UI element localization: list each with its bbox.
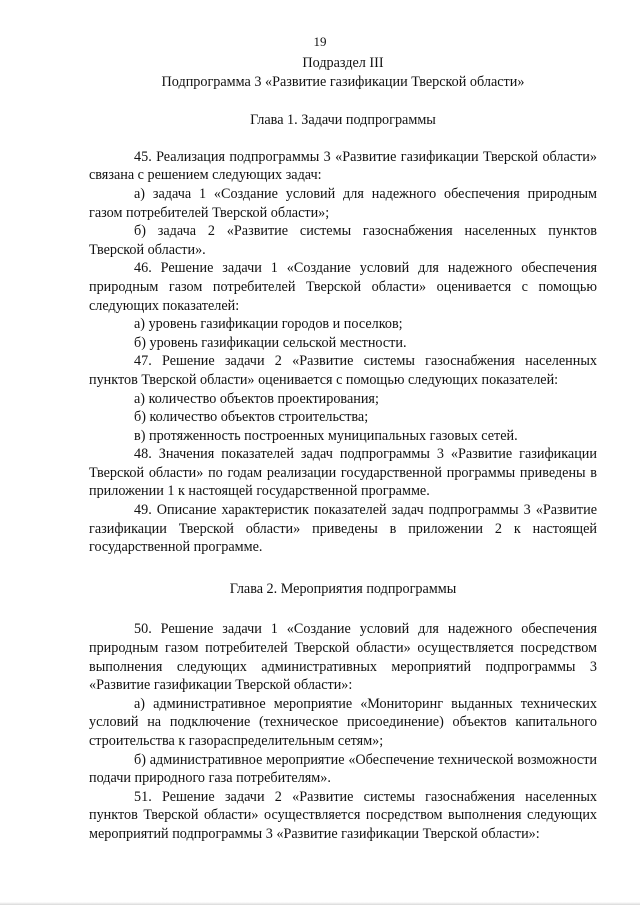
page-number: 19 xyxy=(313,34,327,49)
paragraph-51: 51. Решение задачи 2 «Развитие системы газоснабжения населенных пунктов Тверской области» осуществляется посредством выполнения следующих мероприятий подпрограммы 3 «Развитие газификации Тверской области»: xyxy=(89,788,597,842)
item-design-objects: а) количество объектов проектирования; xyxy=(134,390,379,407)
paragraph-49: 49. Описание характеристик показателей задач подпрограммы 3 «Развитие газификации Тверской области» приведены в приложении 2 к настоящей государственной программе. xyxy=(89,502,597,556)
item-monitoring-measure: а) административное мероприятие «Мониторинг выданных технических условий на подключение (техническое присоединение) объектов капитального строительства к газораспределительным сетям»; xyxy=(89,695,597,749)
paragraph-50: 50. Решение задачи 1 «Создание условий для надежного обеспечения природным газом потребителей Тверской области» осуществляется посредством выполнения следующих административных мероприятий подпрограммы 3 «Развитие газификации Тверской области»: xyxy=(89,621,597,694)
document-body xyxy=(89,54,597,844)
paragraph-46: 46. Решение задачи 1 «Создание условий для надежного обеспечения природным газом потребителей Тверской области» оценивается с помощью следующих показателей: xyxy=(89,260,597,314)
item-task-1: а) задача 1 «Создание условий для надежного обеспечения природным газом потребителей Тверской области»; xyxy=(89,185,597,221)
subsection-heading: Подраздел III xyxy=(302,55,384,71)
item-task-2: б) задача 2 «Развитие системы газоснабжения населенных пунктов Тверской области». xyxy=(89,223,597,258)
item-gas-network-length: в) протяженность построенных муниципальных газовых сетей. xyxy=(134,427,518,444)
chapter-1-title: Глава 1. Задачи подпрограммы xyxy=(250,112,436,129)
item-construction-objects: б) количество объектов строительства; xyxy=(134,409,369,426)
item-indicator-rural: б) уровень газификации сельской местности. xyxy=(134,334,407,351)
chapter-2-title: Глава 2. Мероприятия подпрограммы xyxy=(229,580,457,597)
item-gas-supply-measure: б) административное мероприятие «Обеспечение технической возможности подачи природного газа потребителям». xyxy=(89,751,597,787)
paragraph-48: 48. Значения показателей задач подпрограммы 3 «Развитие газификации Тверской области» по годам реализации государственной программы приведены в приложении 1 к настоящей государственной программе. xyxy=(89,446,597,500)
paragraph-45: 45. Реализация подпрограммы 3 «Развитие газификации Тверской области» связана с решением следующих задач: xyxy=(89,148,597,184)
paragraph-47: 47. Решение задачи 2 «Развитие системы газоснабжения населенных пунктов Тверской области» оценивается с помощью следующих показателей: xyxy=(89,353,597,388)
program-heading: Подпрограмма 3 «Развитие газификации Тверской области» xyxy=(161,73,525,90)
item-indicator-cities: а) уровень газификации городов и поселков; xyxy=(134,316,403,333)
